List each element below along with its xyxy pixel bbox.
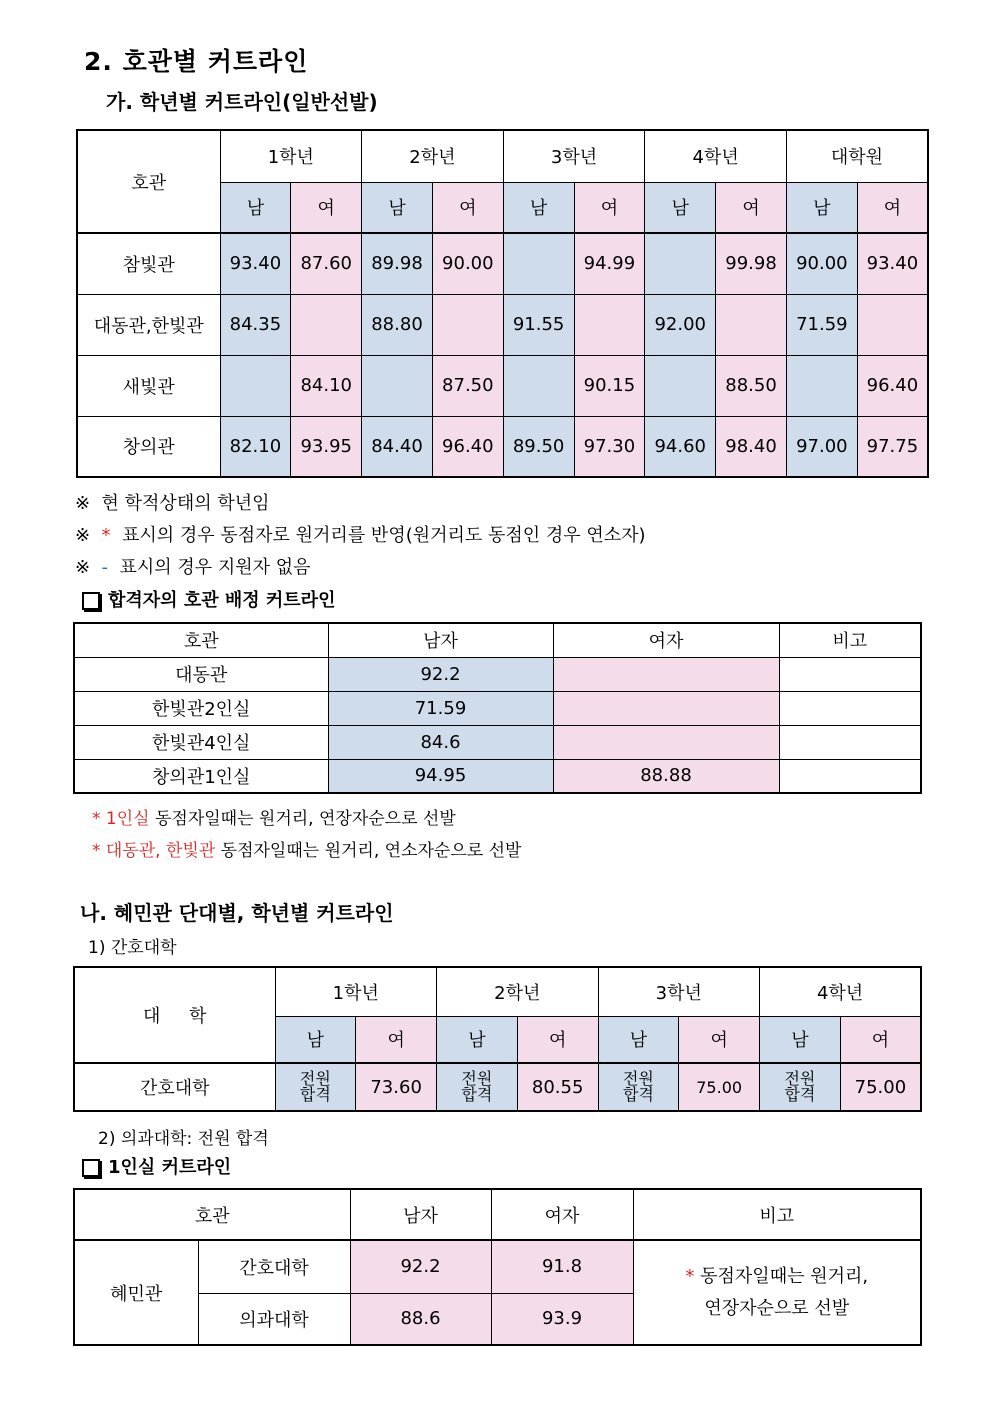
male-cutline: 84.6 (328, 725, 553, 759)
grade-header: 2학년 (362, 130, 504, 182)
female-cutline: 91.8 (491, 1240, 633, 1293)
pass-line: 전원 (622, 1069, 654, 1088)
cutline-cell: 92.00 (645, 294, 716, 355)
remarks-line: 동점자일때는 원거리, (700, 1265, 869, 1287)
cutline-cell (786, 355, 857, 416)
cutline-cell: 97.30 (574, 416, 645, 477)
male-header: 남 (503, 182, 574, 233)
cutline-cell: 88.80 (362, 294, 433, 355)
cutline-cell: 97.00 (786, 416, 857, 477)
cutline-cell: 88.50 (716, 355, 787, 416)
building-name: 대동관 (74, 657, 328, 691)
corner-header: 대 학 (74, 967, 275, 1063)
female-header: 여 (356, 1016, 437, 1063)
male-cutline: 92.2 (328, 657, 553, 691)
remarks-cell (633, 1240, 921, 1345)
note-none (75, 553, 311, 579)
footnote-text: 동점자일때는 원거리, 연장자순으로 선발 (154, 809, 456, 829)
header-male: 남자 (350, 1189, 491, 1240)
reference-mark: ※ (75, 557, 91, 578)
footnote-highlight: 대동관, 한빛관 (105, 841, 216, 861)
grade-header: 대학원 (786, 130, 928, 182)
table-row (77, 294, 928, 355)
header-female: 여자 (553, 623, 779, 657)
footnote-highlight: 1인실 (105, 809, 150, 829)
cutline-cell: 84.35 (220, 294, 291, 355)
note-grade (75, 489, 269, 515)
cutline-cell (574, 294, 645, 355)
table-row (74, 725, 921, 759)
table-row (74, 759, 921, 793)
female-header: 여 (679, 1016, 760, 1063)
male-header: 남 (275, 1016, 356, 1063)
cutline-cell: 90.00 (786, 233, 857, 294)
cutline-cell: 94.60 (645, 416, 716, 477)
reference-mark: ※ (75, 493, 91, 514)
note-text: 표시의 경우 동점자로 원거리를 반영(원거리도 동점인 경우 연소자) (122, 525, 646, 546)
table-row (77, 355, 928, 416)
building-name: 새빛관 (77, 355, 220, 416)
medical-subtitle: 2) 의과대학: 전원 합격 (98, 1129, 269, 1149)
nursing-cutline-table (73, 966, 922, 1112)
remarks-line: 연장자순으로 선발 (704, 1297, 850, 1319)
grade-header: 1학년 (275, 967, 437, 1016)
cutline-cell: 99.98 (716, 233, 787, 294)
female-header: 여 (716, 182, 787, 233)
asterisk-symbol: * (101, 525, 111, 546)
pass-line: 전원 (461, 1069, 493, 1088)
cutline-cell: 71.59 (786, 294, 857, 355)
pass-line: 전원 (299, 1069, 331, 1088)
cutline-cell: 96.40 (432, 416, 503, 477)
remarks (779, 657, 921, 691)
female-cutline: 93.9 (491, 1293, 633, 1345)
female-header: 여 (857, 182, 928, 233)
dash-symbol: - (101, 557, 109, 578)
note-tie (75, 521, 646, 547)
cutline-cell: 94.99 (574, 233, 645, 294)
cutline-cell: 98.40 (716, 416, 787, 477)
building-name: 창의관1인실 (74, 759, 328, 793)
grade-header: 3학년 (598, 967, 760, 1016)
header-remarks: 비고 (633, 1189, 921, 1240)
table-row (77, 416, 928, 477)
assignment-heading (82, 586, 335, 612)
table-row (74, 1063, 921, 1111)
male-cutline: 92.2 (350, 1240, 491, 1293)
female-header: 여 (517, 1016, 598, 1063)
all-pass-cell (760, 1063, 841, 1111)
note-text: 현 학적상태의 학년임 (101, 493, 270, 514)
cutline-cell: 80.55 (517, 1063, 598, 1111)
building-name: 혜민관 (74, 1240, 198, 1345)
table-row (74, 691, 921, 725)
table-row (74, 1240, 921, 1293)
cutline-cell: 93.40 (857, 233, 928, 294)
header-building: 호관 (74, 623, 328, 657)
cutline-cell: 90.15 (574, 355, 645, 416)
cutline-cell (220, 355, 291, 416)
pass-line: 합격 (299, 1085, 331, 1104)
male-cutline: 88.6 (350, 1293, 491, 1345)
cutline-cell (291, 294, 362, 355)
footnote-daedong (92, 836, 521, 861)
male-header: 남 (786, 182, 857, 233)
cutline-cell: 84.10 (291, 355, 362, 416)
table-row (74, 657, 921, 691)
building-name: 참빛관 (77, 233, 220, 294)
pass-line: 합격 (622, 1085, 654, 1104)
assignment-title: 합격자의 호관 배정 커트라인 (108, 590, 336, 611)
male-header: 남 (220, 182, 291, 233)
building-name: 창의관 (77, 416, 220, 477)
header-male: 남자 (328, 623, 553, 657)
all-pass-cell (275, 1063, 356, 1111)
male-cutline: 94.95 (328, 759, 553, 793)
building-name: 한빛관4인실 (74, 725, 328, 759)
cutline-cell: 91.55 (503, 294, 574, 355)
college-name: 의과대학 (198, 1293, 350, 1345)
grade-header: 4학년 (760, 967, 922, 1016)
checkbox-bullet-icon (82, 592, 100, 610)
female-header: 여 (432, 182, 503, 233)
footnote-text: 동점자일때는 원거리, 연소자순으로 선발 (220, 841, 522, 861)
college-name: 간호대학 (198, 1240, 350, 1293)
section-ga-title: 가. 학년별 커트라인(일반선발) (106, 90, 378, 114)
header-remarks: 비고 (779, 623, 921, 657)
cutline-cell: 90.00 (432, 233, 503, 294)
building-name: 대동관,한빛관 (77, 294, 220, 355)
pass-line: 합격 (461, 1085, 493, 1104)
college-name: 간호대학 (74, 1063, 275, 1111)
cutline-cell: 97.75 (857, 416, 928, 477)
cutline-cell (716, 294, 787, 355)
cutline-cell: 89.50 (503, 416, 574, 477)
cutline-cell: 93.40 (220, 233, 291, 294)
building-name: 한빛관2인실 (74, 691, 328, 725)
note-text: 표시의 경우 지원자 없음 (119, 557, 311, 578)
cutline-cell: 93.95 (291, 416, 362, 477)
male-header: 남 (598, 1016, 679, 1063)
pass-line: 전원 (784, 1069, 816, 1088)
remarks (779, 691, 921, 725)
nursing-subtitle: 1) 간호대학 (88, 938, 177, 958)
remarks (779, 725, 921, 759)
cutline-cell (645, 355, 716, 416)
female-header: 여 (574, 182, 645, 233)
female-cutline (553, 691, 779, 725)
single-room-heading (82, 1153, 231, 1179)
corner-header: 호관 (77, 130, 220, 233)
grade-header: 2학년 (437, 967, 599, 1016)
asterisk-symbol: * (92, 809, 101, 829)
grade-header: 4학년 (645, 130, 787, 182)
female-header: 여 (840, 1016, 921, 1063)
grade-header: 1학년 (220, 130, 362, 182)
male-header: 남 (437, 1016, 518, 1063)
cutline-cell (503, 355, 574, 416)
cutline-cell: 96.40 (857, 355, 928, 416)
asterisk-symbol: * (685, 1265, 695, 1287)
female-cutline: 88.88 (553, 759, 779, 793)
all-pass-cell (437, 1063, 518, 1111)
cutline-cell: 82.10 (220, 416, 291, 477)
female-cutline (553, 725, 779, 759)
pass-line: 합격 (784, 1085, 816, 1104)
cutline-cell: 73.60 (356, 1063, 437, 1111)
assignment-table (73, 622, 922, 794)
header-building: 호관 (74, 1189, 350, 1240)
grade-cutline-table (76, 129, 929, 478)
single-room-title: 1인실 커트라인 (108, 1157, 232, 1178)
reference-mark: ※ (75, 525, 91, 546)
checkbox-bullet-icon (82, 1159, 100, 1177)
cutline-cell: 75.00 (679, 1063, 760, 1111)
grade-header: 3학년 (503, 130, 645, 182)
cutline-cell: 87.60 (291, 233, 362, 294)
all-pass-cell (598, 1063, 679, 1111)
table-row (77, 233, 928, 294)
page-title: 2. 호관별 커트라인 (84, 47, 309, 76)
cutline-cell (857, 294, 928, 355)
header-female: 여자 (491, 1189, 633, 1240)
remarks (779, 759, 921, 793)
single-room-table (73, 1188, 922, 1346)
cutline-cell (503, 233, 574, 294)
cutline-cell: 84.40 (362, 416, 433, 477)
cutline-cell: 89.98 (362, 233, 433, 294)
female-cutline (553, 657, 779, 691)
cutline-cell (645, 233, 716, 294)
asterisk-symbol: * (92, 841, 101, 861)
male-header: 남 (362, 182, 433, 233)
male-header: 남 (760, 1016, 841, 1063)
female-header: 여 (291, 182, 362, 233)
male-header: 남 (645, 182, 716, 233)
footnote-single-room (92, 804, 456, 829)
cutline-cell (362, 355, 433, 416)
section-na-title: 나. 혜민관 단대별, 학년별 커트라인 (80, 901, 394, 925)
cutline-cell (432, 294, 503, 355)
cutline-cell: 75.00 (840, 1063, 921, 1111)
cutline-cell: 87.50 (432, 355, 503, 416)
male-cutline: 71.59 (328, 691, 553, 725)
